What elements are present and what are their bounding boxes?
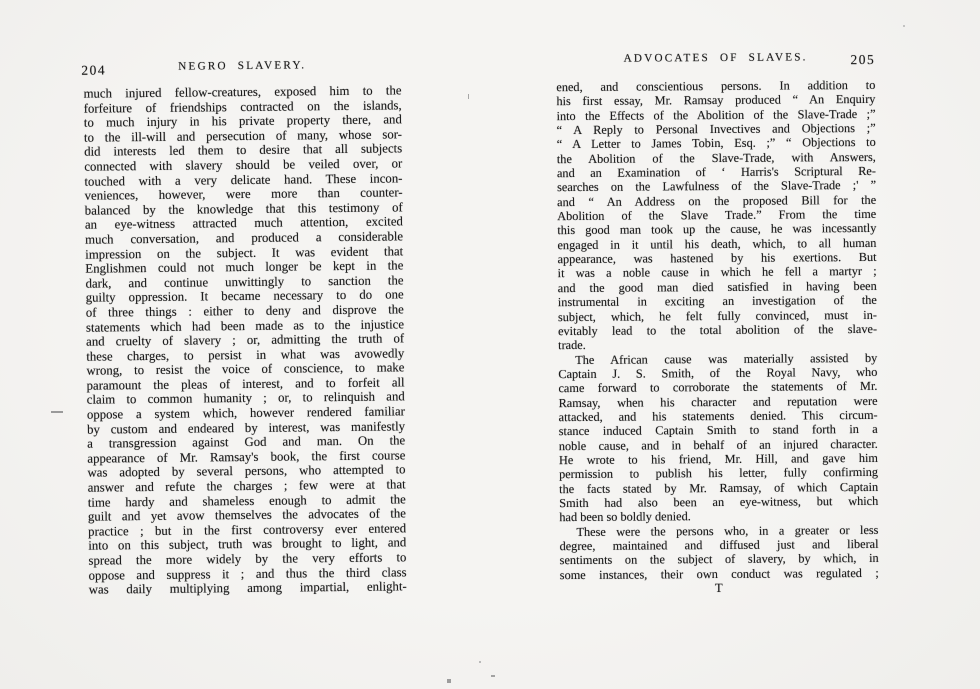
right-running-title: ADVOCATES OF SLAVES. [623,51,808,65]
text-line: evitably lead to the total abolition of the slave- [557,321,878,338]
text-line: These were the persons who, in a greater or less [576,522,879,539]
text-line: impression on the subject. It was evident that [85,243,404,262]
text-line: his first essay, Mr. Ramsay produced “ An Enquiry [556,92,876,109]
text-line: much conversation, and produced a considerable [84,229,404,247]
text-line: balanced by the knowledge that this testimony of [84,200,403,218]
printer-signature-mark: T [714,580,724,596]
text-line: veniences, however, were more than counter- [84,185,403,203]
text-line: noble cause, and in behalf of an injured character. [558,436,878,453]
right-page-text [556,78,878,582]
text-line: oppose a system which, however rendered familiar [86,404,405,422]
text-line: sentiments on the subject of slavery, by which, in [559,551,879,568]
text-line: some instances, their own conduct was regulated ; [559,565,879,582]
left-running-title: NEGRO SLAVERY. [178,59,307,73]
text-line: an eye-witness attracted much attention, excited [84,214,403,233]
margin-dash-mark [51,411,63,413]
text-line: this good man took up the cause, he was incessantly [557,221,877,238]
text-line: was daily multiplying among impartial, enlight- [88,579,407,597]
text-line: and “ An Address on the proposed Bill for the [557,192,877,209]
text-line: did interests led them to desire that all subjects [84,141,403,160]
text-line: had been so boldly denied. [559,509,691,525]
text-line: into the Effects of the Abolition of the Slave-Trade ;” [556,106,876,123]
text-line: “ A Letter to James Tobin, Esq. ;” “ Objections to [556,135,876,152]
text-line: ened, and conscientious persons. In addition to [556,77,876,95]
text-line: to much injury in his private property there, and [83,112,402,130]
text-line: time hardy and shameless enough to admit the [87,491,406,510]
text-line: spread the more widely by the very efforts to [88,550,407,568]
scan-speck [491,675,495,677]
text-line: and cruelty of slavery ; or, admitting the truth of [86,331,405,349]
text-line: wrong, to resist the voice of conscience, to make [86,360,405,378]
text-line: the Abolition of the Slave-Trade, with Answers, [556,149,876,166]
text-line: Smith had also been an eye-witness, but which [559,493,879,511]
text-line: a transgression against God and man. On the [87,433,406,451]
text-line: guilt and yet avow themselves the advocates of the [87,506,407,524]
scan-speck [479,661,481,663]
scan-speck [468,94,469,99]
text-line: dark, and continue unwittingly to sanction the [85,273,404,291]
text-line: came forward to corroborate the statements of Mr. [558,379,878,396]
text-line: and an Examination of ‘ Harris's Scriptural Re- [556,163,876,181]
text-line: permission to publish his letter, fully confirming [558,465,879,482]
text-line: “ A Reply to Personal Invectives and Objections ;” [556,120,876,138]
text-line: engaged in it until his death, which, to all human [557,235,877,252]
text-line: appearance of Mr. Ramsay's book, the first course [87,448,406,466]
text-line: touched with a very delicate hand. These incon- [84,170,403,189]
scan-speck [447,679,451,683]
text-line: appearance, was hastened by his exertions. But [557,250,877,267]
text-line: subject, which, he felt fully convinced, must in- [557,307,877,324]
text-line: Englishmen could not much longer be kept in the [85,258,404,276]
left-page-text [83,83,406,597]
text-line: Abolition of the Slave Trade.” From the time [557,206,877,224]
text-line: searches on the Lawfulness of the Slave-Trade ;' ” [556,178,877,195]
text-line: forfeiture of friendships contracted on the islands, [83,97,402,116]
text-line: trade. [558,338,586,353]
text-line: He wrote to his friend, Mr. Hill, and gave him [558,450,878,468]
text-line: guilty oppression. It became necessary to do one [85,287,404,305]
text-line: oppose and suppress it ; and thus the third class [88,564,407,583]
text-line: much injured fellow-creatures, exposed him to the [83,83,402,101]
right-running-head [556,51,875,67]
text-line: paramount the pleas of interest, and to forfeit all [86,375,405,393]
text-line: Captain J. S. Smith, of the Royal Navy, who [558,364,878,381]
text-line: practice ; but in the first controversy ever entered [88,521,407,539]
text-line: answer and refute the charges ; few were at that [87,477,406,495]
text-line: claim to common humanity ; or, to relinquish and [86,389,405,408]
text-line: instrumental in exciting an investigation of the [557,293,877,310]
text-line: into on this subject, truth was brought to light, and [88,535,407,554]
text-line: these charges, to persist in what was avowedly [86,346,405,364]
right-page-number: 205 [850,51,876,67]
left-running-head [81,58,401,78]
text-line: of three things : either to deny and disprove the [85,302,404,320]
scan-speck [903,25,905,27]
left-page [83,58,407,597]
text-line: stance induced Captain Smith to stand forth in a [558,422,878,439]
text-line: attacked, and his statements denied. This circum- [558,407,878,425]
text-line: degree, maintained and diffused just and liberal [559,536,879,554]
text-line: connected with slavery should be veiled over, or [84,156,403,174]
text-line: The African cause was materially assisted by [575,350,878,367]
text-line: by custom and endeared by interest, was manifestly [86,418,406,437]
text-line: statements which had been made as to the injustice [85,316,405,335]
text-line: and the good man died satisfied in having been [557,278,877,295]
text-line: Ramsay, when his character and reputation were [558,393,878,410]
text-line: to the ill-will and persecution of many, whose sor- [83,127,403,145]
right-page [556,51,879,597]
left-page-number: 204 [81,61,107,78]
text-line: the facts stated by Mr. Ramsay, of which Captain [559,479,879,496]
text-line: was adopted by several persons, who attempted to [87,462,406,481]
text-line: it was a noble cause in which he fell a martyr ; [557,264,877,281]
